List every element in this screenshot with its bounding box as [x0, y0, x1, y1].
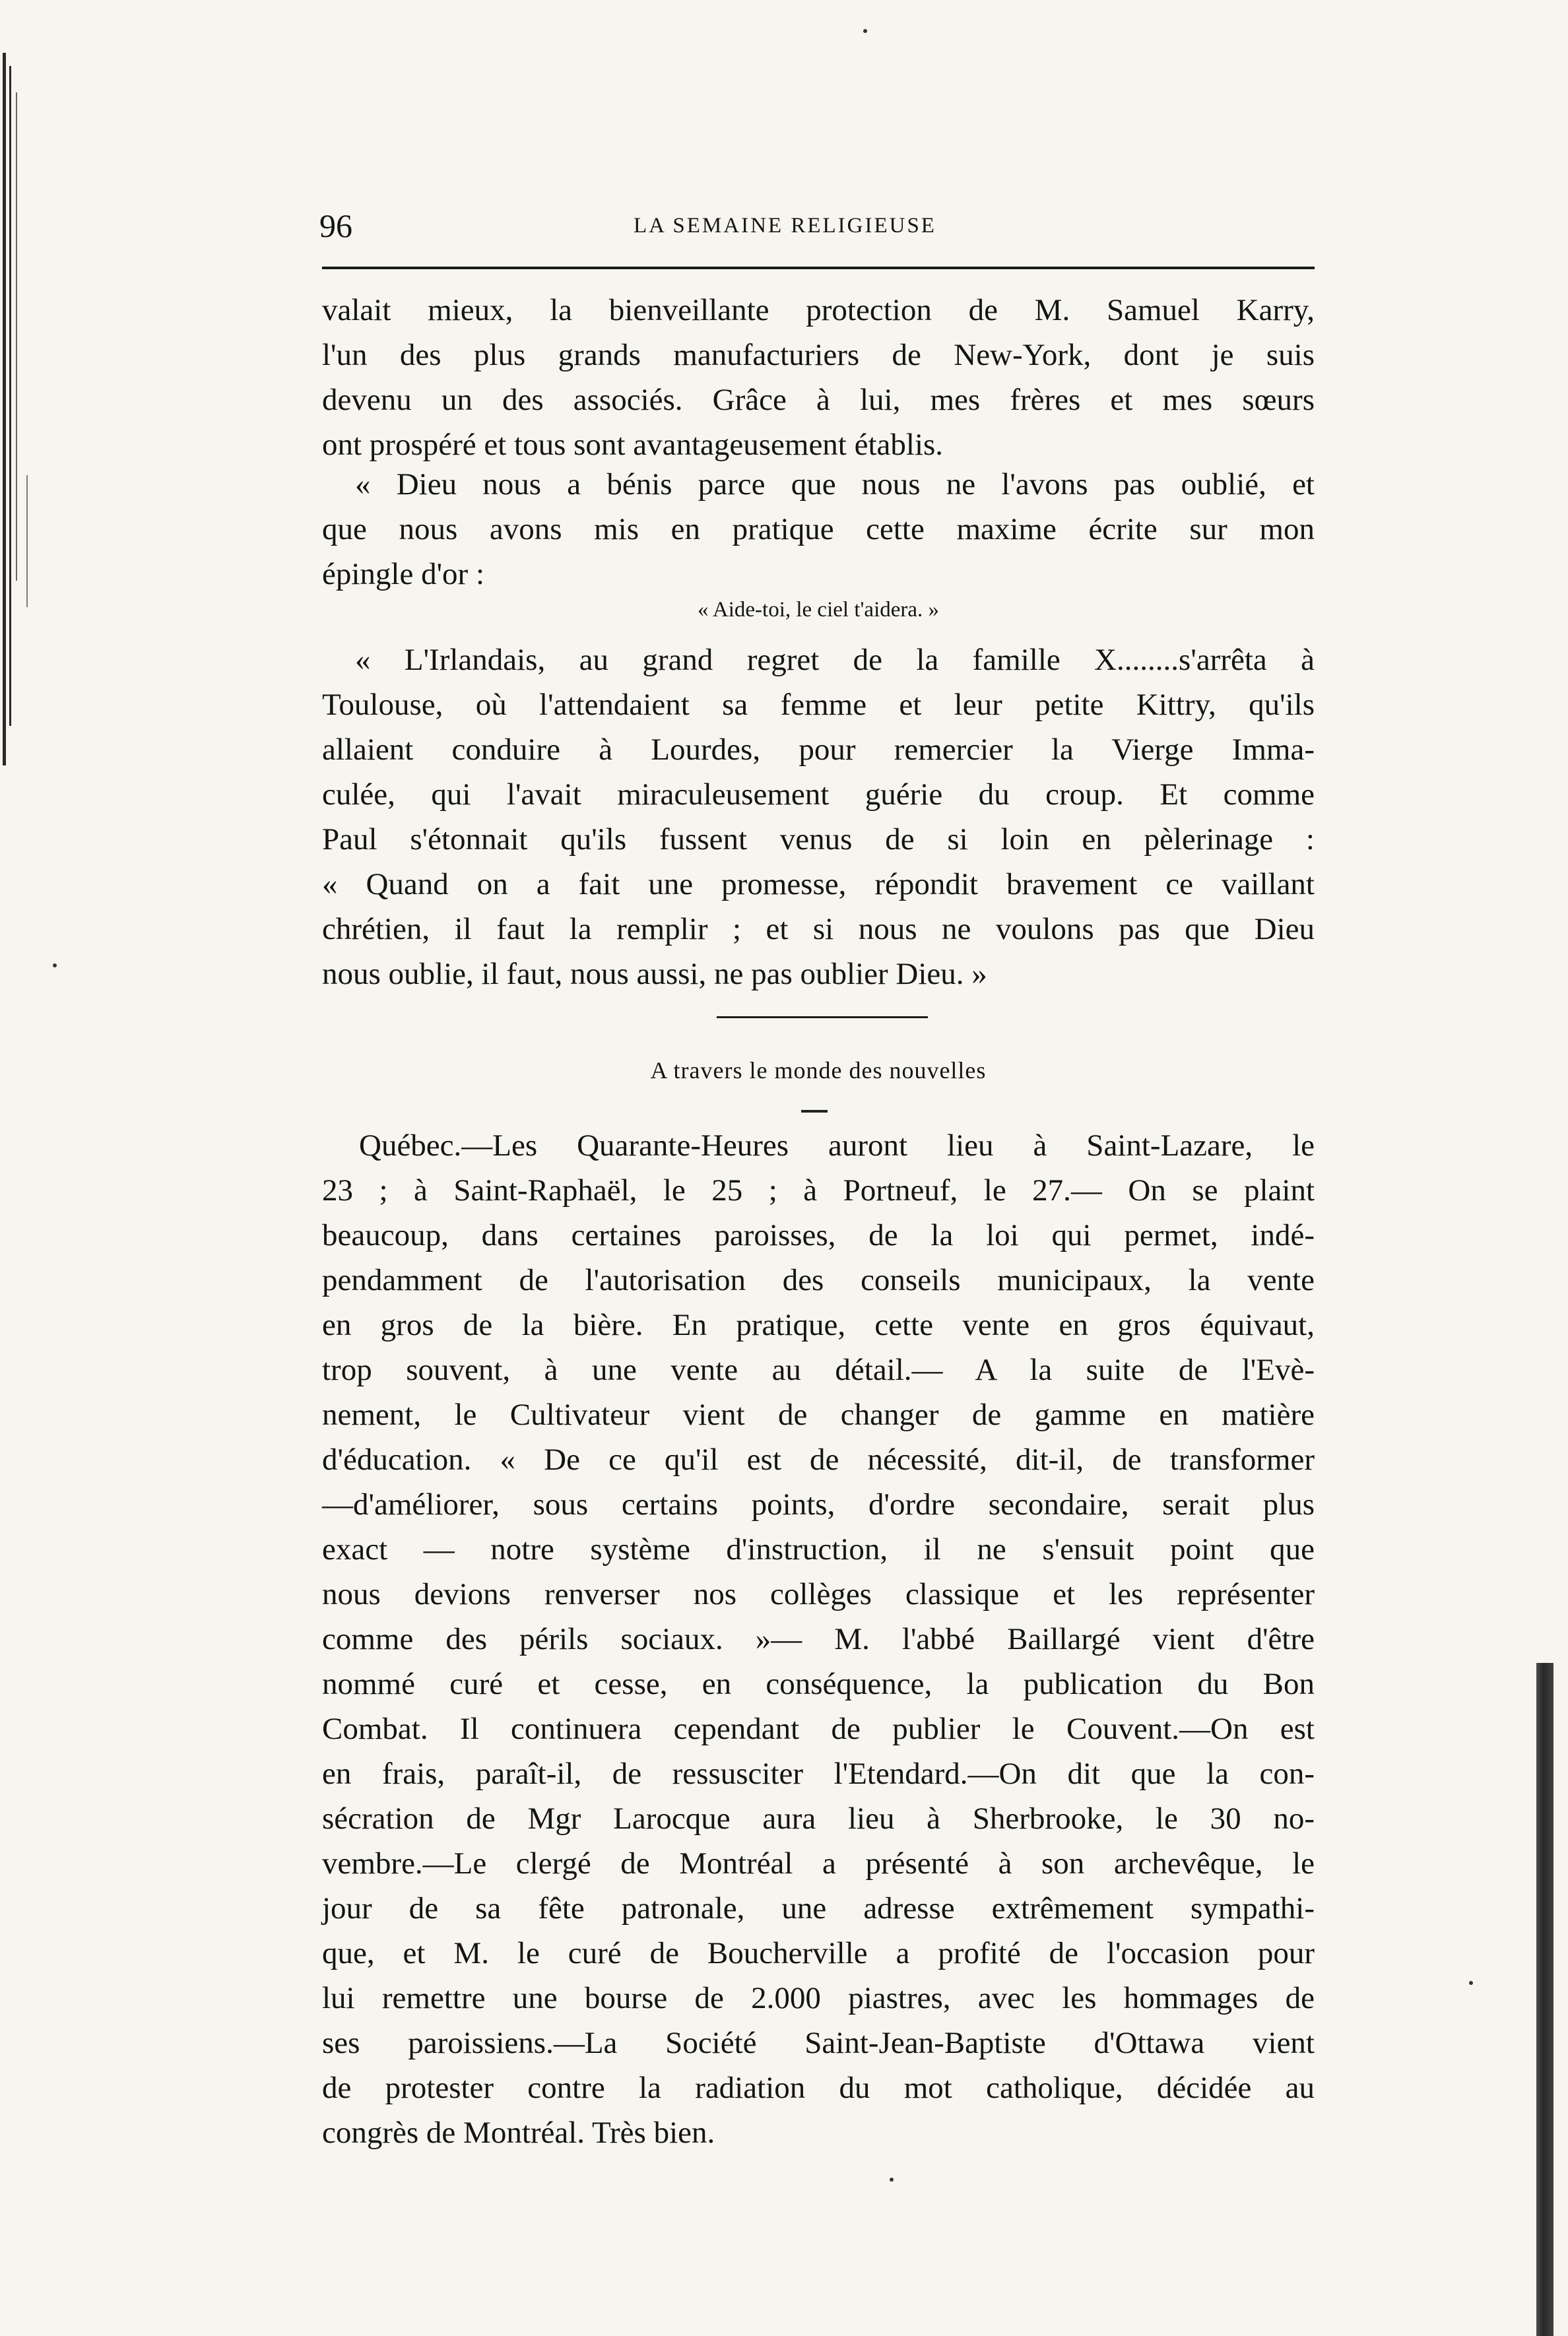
text-line: culée, qui l'avait miraculeusement guérie du croup. Et comme: [322, 777, 1315, 812]
text-line: ses paroissiens.—La Société Saint-Jean-Baptiste d'Ottawa vient: [322, 2026, 1315, 2060]
text-line: devenu un des associés. Grâce à lui, mes frères et mes sœurs: [322, 383, 1315, 417]
section-separator: [717, 1016, 928, 1018]
paragraph-second: [322, 462, 1315, 597]
text-line: exact — notre système d'instruction, il ne s'ensuit point que: [322, 1532, 1315, 1567]
text-line: Toulouse, où l'attendaient sa femme et leur petite Kittry, qu'ils: [322, 688, 1315, 722]
heading-dash: [801, 1110, 828, 1113]
text-line: nous oublie, il faut, nous aussi, ne pas oublier Dieu. »: [322, 957, 987, 991]
text-line: ont prospéré et tous sont avantageusement établis.: [322, 428, 944, 462]
news-section-body: [322, 1123, 1315, 2155]
scan-speck: [890, 2178, 894, 2182]
header-rule: [322, 267, 1315, 269]
text-line: Paul s'étonnait qu'ils fussent venus de si loin en pèlerinage :: [322, 822, 1315, 857]
text-line: Combat. Il continuera cependant de publier le Couvent.—On est: [322, 1712, 1315, 1746]
text-line: « L'Irlandais, au grand regret de la famille X........s'arrêta à: [355, 643, 1315, 677]
section-heading: A travers le monde des nouvelles: [650, 1057, 987, 1084]
paragraph-third: [322, 637, 1315, 996]
scan-speck: [53, 963, 57, 967]
text-line: sécration de Mgr Larocque aura lieu à Sherbrooke, le 30 no-: [322, 1801, 1315, 1836]
text-line: « Dieu nous a bénis parce que nous ne l'avons pas oublié, et: [355, 467, 1315, 502]
text-line: allaient conduire à Lourdes, pour remercier la Vierge Imma-: [322, 732, 1315, 767]
text-line: pendamment de l'autorisation des conseils municipaux, la vente: [322, 1263, 1315, 1297]
right-margin-scan-bar: [1536, 1663, 1553, 2336]
text-line: que, et M. le curé de Boucherville a profité de l'occasion pour: [322, 1936, 1315, 1970]
page-number: 96: [319, 207, 352, 244]
text-line: trop souvent, à une vente au détail.— A la suite de l'Evè-: [322, 1353, 1315, 1387]
text-line: l'un des plus grands manufacturiers de New-York, dont je suis: [322, 338, 1315, 372]
left-margin-scan-marks: [0, 40, 46, 2296]
text-line: vembre.—Le clergé de Montréal a présenté à son archevêque, le: [322, 1846, 1315, 1881]
running-header: LA SEMAINE RELIGIEUSE: [634, 214, 936, 238]
scan-speck: [1469, 1981, 1473, 1985]
text-line: nommé curé et cesse, en conséquence, la publication du Bon: [322, 1667, 1315, 1701]
text-line: nous devions renverser nos collèges classique et les représenter: [322, 1577, 1315, 1611]
text-line: beaucoup, dans certaines paroisses, de la loi qui permet, indé-: [322, 1218, 1315, 1252]
text-line: épingle d'or :: [322, 557, 485, 591]
text-line: valait mieux, la bienveillante protection de M. Samuel Karry,: [322, 293, 1315, 327]
text-line: en gros de la bière. En pratique, cette vente en gros équivaut,: [322, 1308, 1315, 1342]
text-line: 23 ; à Saint-Raphaël, le 25 ; à Portneuf, le 27.— On se plaint: [322, 1173, 1315, 1208]
text-line: Québec.—Les Quarante-Heures auront lieu à Saint-Lazare, le: [359, 1128, 1315, 1163]
text-line: nement, le Cultivateur vient de changer de gamme en matière: [322, 1398, 1315, 1432]
text-line: comme des périls sociaux. »— M. l'abbé Baillargé vient d'être: [322, 1622, 1315, 1656]
paragraph-top: [322, 288, 1315, 467]
text-line: chrétien, il faut la remplir ; et si nous ne voulons pas que Dieu: [322, 912, 1315, 946]
scan-speck: [863, 29, 867, 33]
text-line: de protester contre la radiation du mot catholique, décidée au: [322, 2071, 1315, 2105]
text-line: que nous avons mis en pratique cette maxime écrite sur mon: [322, 512, 1315, 546]
text-line: jour de sa fête patronale, une adresse extrêmement sympathi-: [322, 1891, 1315, 1926]
text-line: « Quand on a fait une promesse, répondit bravement ce vaillant: [322, 867, 1315, 901]
text-line: —d'améliorer, sous certains points, d'ordre secondaire, serait plus: [322, 1487, 1315, 1522]
text-line: lui remettre une bourse de 2.000 piastres, avec les hommages de: [322, 1981, 1315, 2015]
text-line: en frais, paraît-il, de ressusciter l'Etendard.—On dit que la con-: [322, 1757, 1315, 1791]
text-line: d'éducation. « De ce qu'il est de nécessité, dit-il, de transformer: [322, 1443, 1315, 1477]
motto: « Aide-toi, le ciel t'aidera. »: [697, 598, 940, 622]
text-line: congrès de Montréal. Très bien.: [322, 2116, 715, 2150]
